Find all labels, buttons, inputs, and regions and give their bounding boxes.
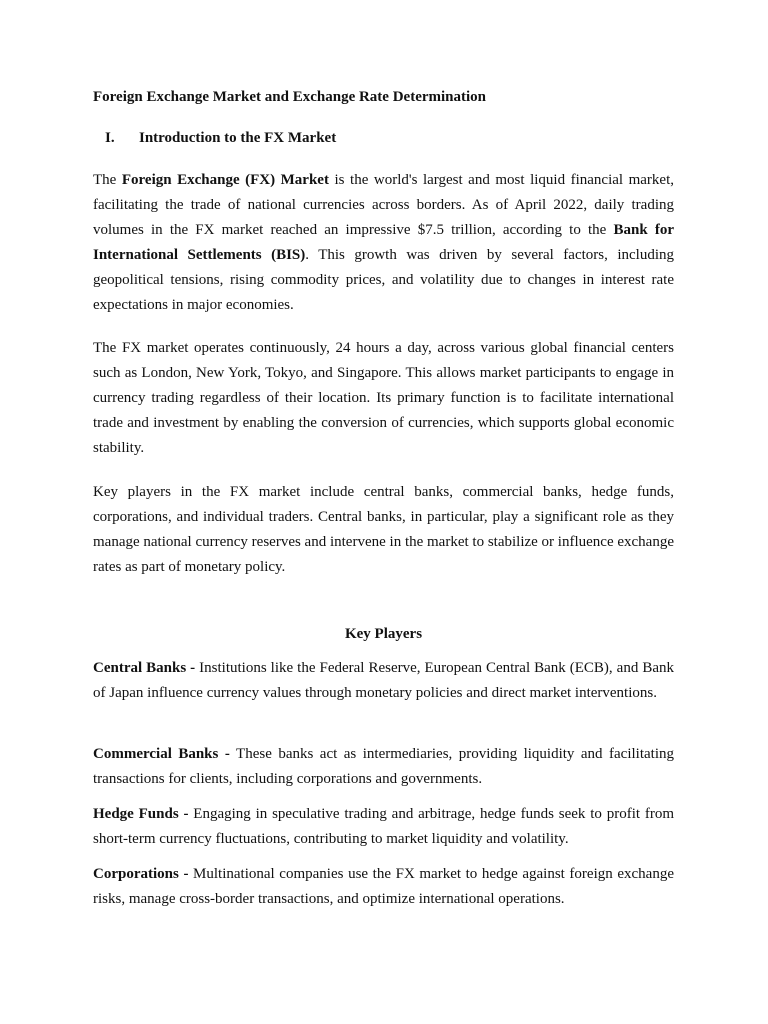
player-term: Commercial Banks - [93, 746, 230, 762]
intro-text-1: The [93, 172, 122, 188]
player-hedge-funds [93, 802, 674, 852]
player-description: These banks act as intermediaries, providing liquidity and facilitating transactions for clients, including corporations and governments. [93, 746, 674, 787]
key-players-heading: Key Players [344, 626, 423, 642]
intro-bold-fx-market: Foreign Exchange (FX) Market [121, 172, 329, 188]
player-central-banks [93, 656, 674, 706]
intro-text-2: is the world's largest and most liquid financial market, facilitating the trade of national currencies across borders. As of April 2022, daily trading volumes in the FX market reached an impressive $7.5 trillion, according to the [93, 172, 674, 238]
intro-bold-bis: Bank for International Settlements (BIS) [93, 222, 674, 263]
operations-paragraph: The FX market operates continuously, 24 hours a day, across various global financial centers such as London, New York, Tokyo, and Singapore. This allows market participants to engage in currency trading regardless of their location. Its primary function is to facilitate international trade and investment by enabling the conversion of currencies, which supports global economic stability. [93, 340, 674, 456]
player-description: Multinational companies use the FX market to hedge against foreign exchange risks, manage cross-border transactions, and optimize international operations. [93, 866, 674, 907]
section-number: I. [105, 130, 115, 146]
player-commercial-banks [93, 742, 674, 792]
player-term: Corporations - [93, 866, 189, 882]
player-description: Engaging in speculative trading and arbitrage, hedge funds seek to profit from short-term currency fluctuations, contributing to market liquidity and volatility. [93, 806, 674, 847]
player-term: Central Banks - [93, 660, 196, 676]
document-title: Foreign Exchange Market and Exchange Rate Determination [93, 89, 487, 105]
intro-paragraph [93, 168, 674, 318]
section-heading [93, 128, 336, 148]
intro-text-3: . This growth was driven by several factors, including geopolitical tensions, rising commodity prices, and volatility due to changes in interest rate expectations in major economies. [93, 247, 674, 313]
player-corporations [93, 862, 674, 912]
key-players-intro-paragraph: Key players in the FX market include central banks, commercial banks, hedge funds, corporations, and individual traders. Central banks, in particular, play a significant role as they manage national currency reserves and intervene in the market to stabilize or influence exchange rates as part of monetary policy. [93, 484, 674, 575]
player-term: Hedge Funds - [93, 806, 189, 822]
player-description: Institutions like the Federal Reserve, European Central Bank (ECB), and Bank of Japan influence currency values through monetary policies and direct market interventions. [93, 660, 674, 701]
section-title: Introduction to the FX Market [139, 130, 337, 146]
